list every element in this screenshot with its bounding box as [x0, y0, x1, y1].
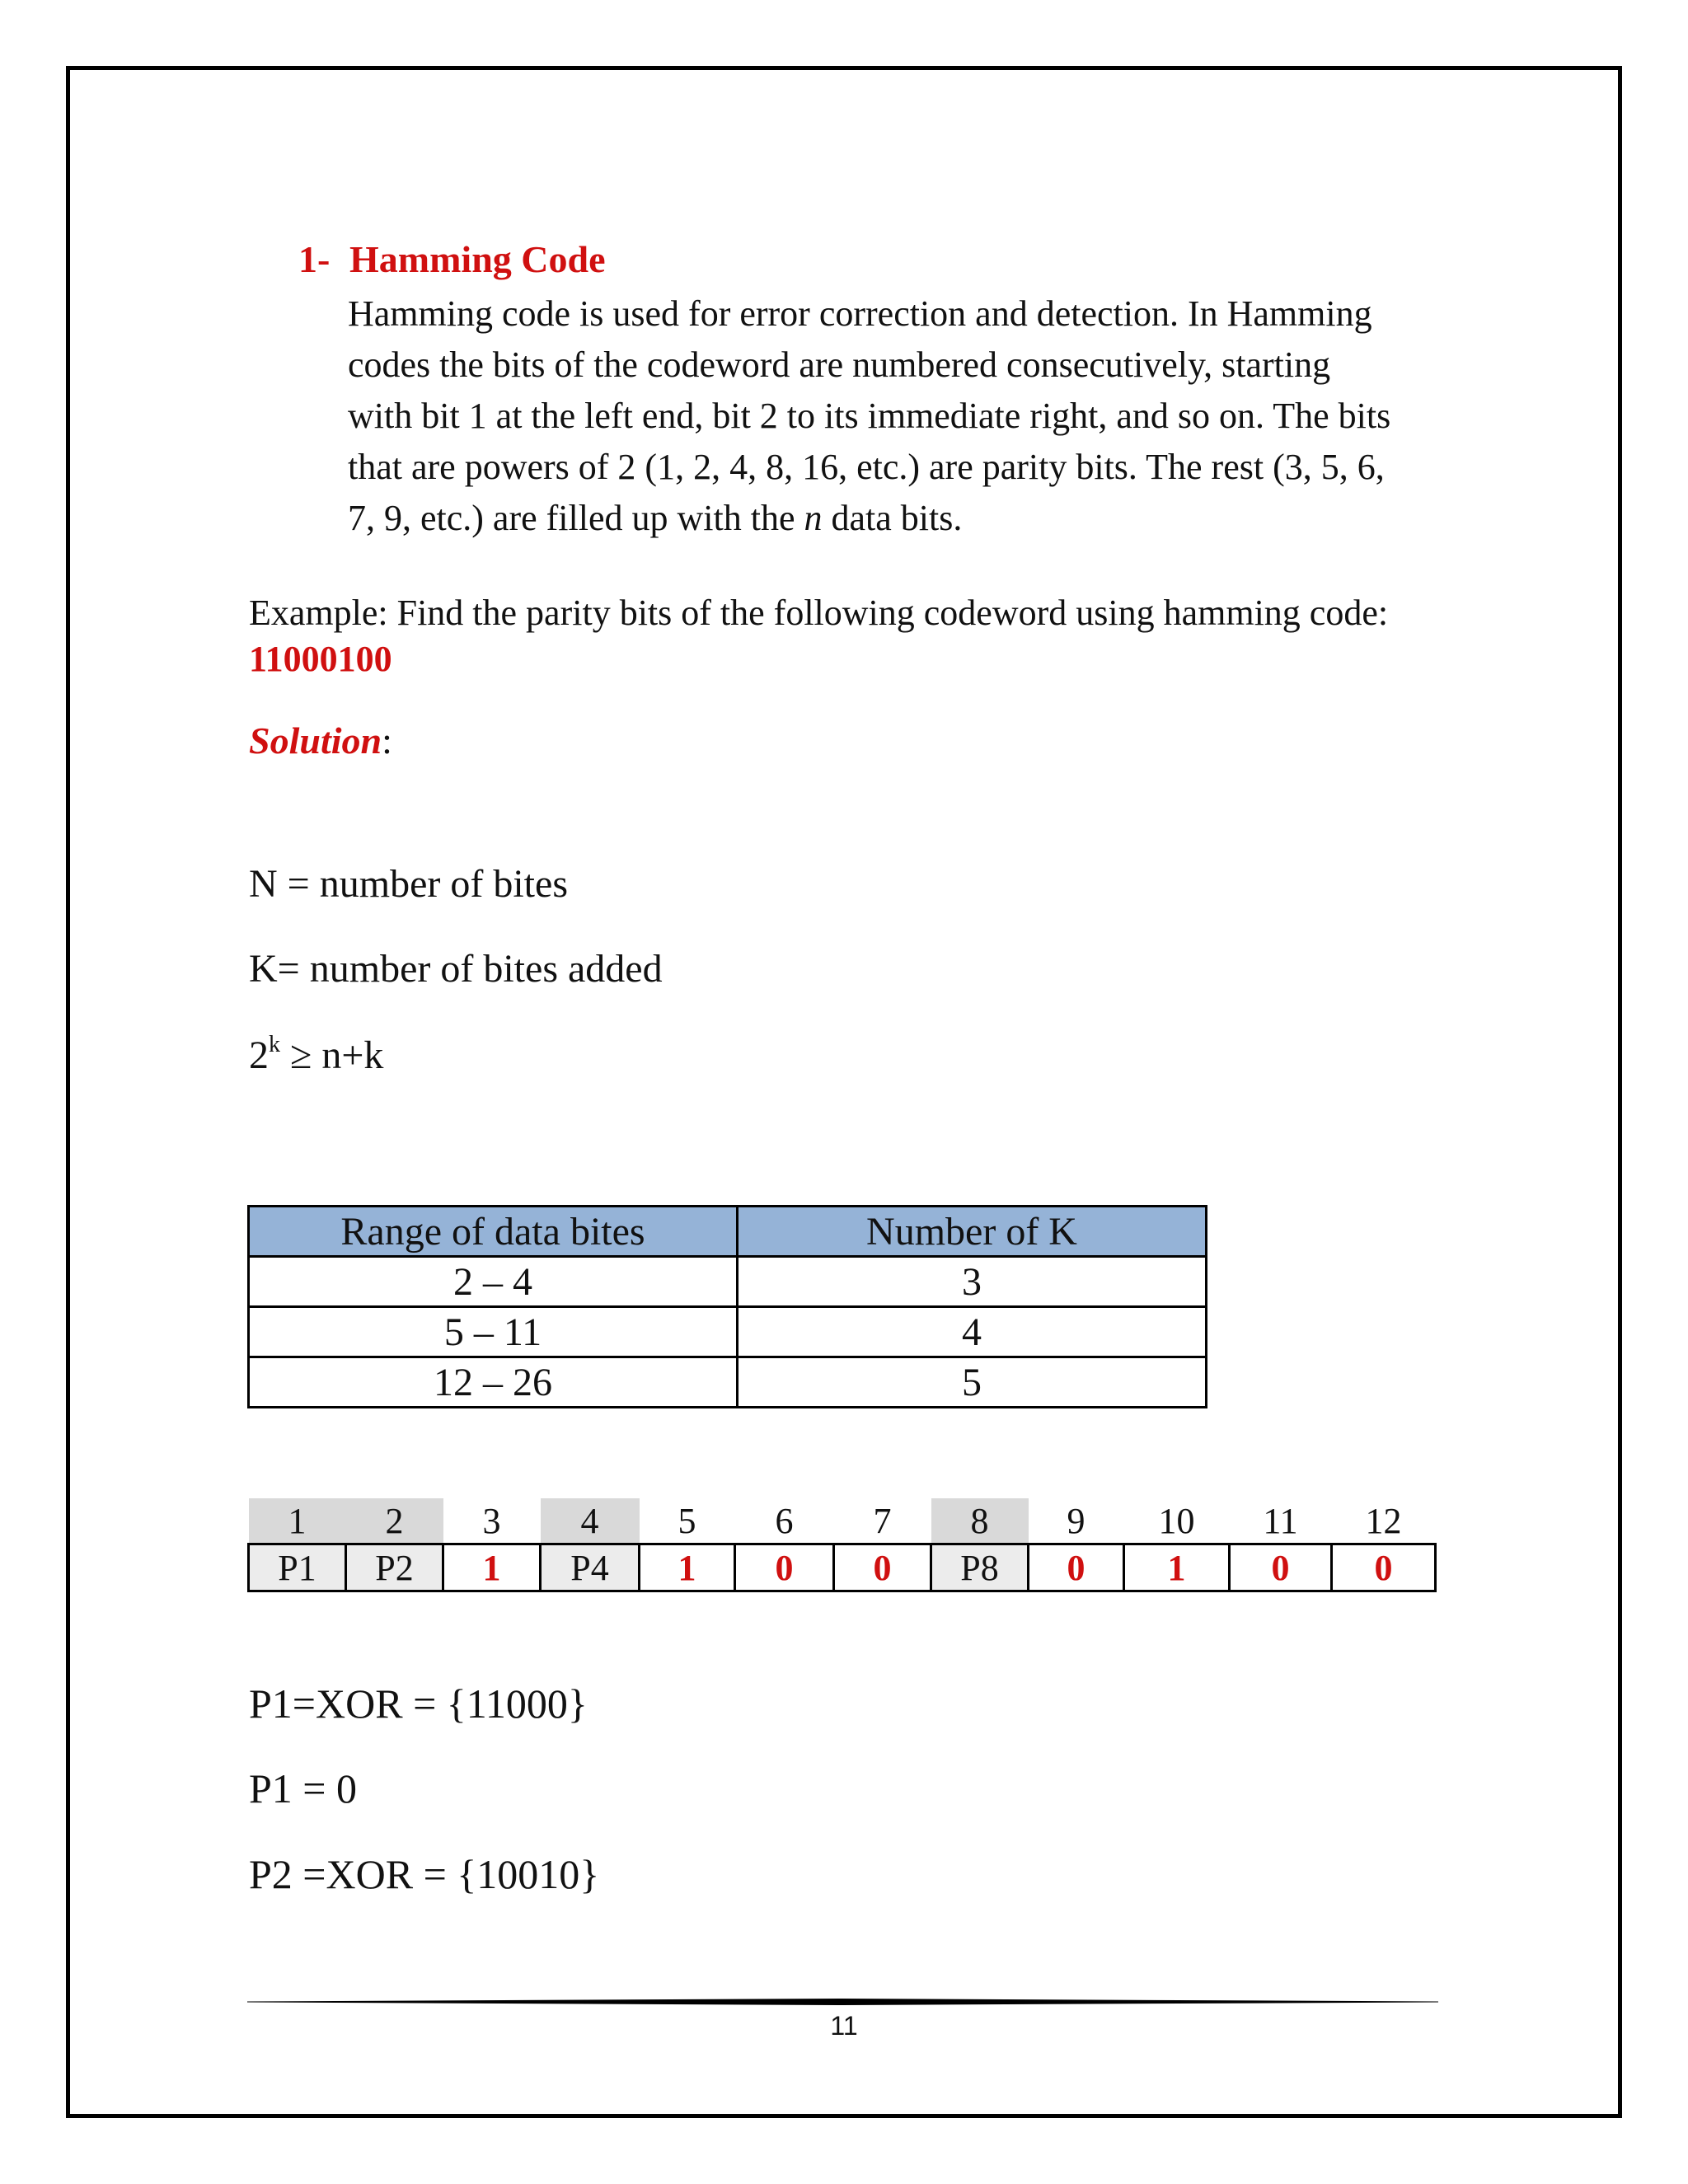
- bit-index-row: [249, 1498, 1436, 1544]
- bit-index: 10: [1158, 1500, 1195, 1541]
- bit-value: 0: [735, 1544, 834, 1591]
- definition-k: K= number of bites added: [249, 947, 663, 991]
- bit-value: P8: [931, 1544, 1029, 1591]
- table-cell: 4: [738, 1307, 1207, 1357]
- bit-index: 4: [541, 1498, 640, 1544]
- intro-paragraph: [348, 288, 1440, 544]
- section-title: Hamming Code: [349, 238, 606, 280]
- page-number: 11: [830, 2011, 858, 2041]
- n-symbol: n: [804, 498, 823, 538]
- intro-line: codes the bits of the codeword are numbered consecutively, starting: [348, 344, 1331, 385]
- footer-divider: [247, 1999, 1438, 2005]
- bit-index: 6: [775, 1500, 794, 1541]
- bit-index: 1: [249, 1498, 346, 1544]
- bit-value: P4: [541, 1544, 640, 1591]
- example-text: Example: Find the parity bits of the following codeword using hamming code:: [249, 593, 1389, 633]
- example-block: [249, 590, 1444, 682]
- table-row: [249, 1307, 1207, 1357]
- solution-colon: :: [382, 719, 392, 762]
- example-codeword: 11000100: [249, 639, 392, 679]
- section-number: 1-: [298, 238, 331, 280]
- table-header: Number of K: [738, 1207, 1207, 1257]
- inequality-base: 2: [249, 1033, 269, 1077]
- bit-value: 1: [640, 1544, 735, 1591]
- table-header-row: [249, 1207, 1207, 1257]
- table-cell: 2 – 4: [249, 1257, 738, 1307]
- bit-value: 0: [1029, 1544, 1124, 1591]
- inequality-exponent: k: [269, 1032, 280, 1057]
- inequality-rest: ≥ n+k: [280, 1033, 384, 1077]
- intro-line: Hamming code is used for error correction and detection. In Hamming: [348, 293, 1372, 334]
- table-cell: 3: [738, 1257, 1207, 1307]
- bit-value: 0: [834, 1544, 931, 1591]
- bit-index: 11: [1263, 1500, 1298, 1541]
- range-table: [247, 1205, 1207, 1408]
- bit-value: 0: [1230, 1544, 1332, 1591]
- solution-label: [249, 719, 392, 762]
- bit-index: 7: [873, 1500, 892, 1541]
- intro-text: 7, 9, etc.) are filled up with the: [348, 498, 804, 538]
- bit-value-row: [249, 1544, 1436, 1591]
- bit-index: 2: [346, 1498, 443, 1544]
- bit-index: 5: [678, 1500, 696, 1541]
- bit-index: 3: [482, 1500, 501, 1541]
- solution-word: Solution: [249, 719, 382, 762]
- definition-n: N = number of bites: [249, 862, 568, 906]
- intro-line: with bit 1 at the left end, bit 2 to its immediate right, and so on. The bits: [348, 396, 1391, 436]
- table-row: [249, 1357, 1207, 1408]
- intro-line: that are powers of 2 (1, 2, 4, 8, 16, etc.) are parity bits. The rest (3, 5, 6,: [348, 447, 1385, 487]
- bit-value: P2: [346, 1544, 443, 1591]
- bit-value: 1: [443, 1544, 541, 1591]
- bit-value: 0: [1332, 1544, 1436, 1591]
- intro-line: [348, 493, 1440, 544]
- bit-position-table: [247, 1498, 1437, 1592]
- section-heading: [298, 237, 606, 281]
- bit-index: 8: [931, 1498, 1029, 1544]
- calc-line: P1=XOR = {11000}: [249, 1680, 588, 1727]
- table-row: [249, 1257, 1207, 1307]
- table-cell: 12 – 26: [249, 1357, 738, 1408]
- bit-index: 12: [1365, 1500, 1402, 1541]
- table-cell: 5 – 11: [249, 1307, 738, 1357]
- bit-index: 9: [1067, 1500, 1085, 1541]
- bit-value: P1: [249, 1544, 346, 1591]
- inequality: [249, 1032, 383, 1078]
- table-header: Range of data bites: [249, 1207, 738, 1257]
- bit-value: 1: [1124, 1544, 1230, 1591]
- intro-text: data bits.: [822, 498, 963, 538]
- calc-line: P1 = 0: [249, 1765, 358, 1811]
- calc-line: P2 =XOR = {10010}: [249, 1851, 600, 1897]
- table-cell: 5: [738, 1357, 1207, 1408]
